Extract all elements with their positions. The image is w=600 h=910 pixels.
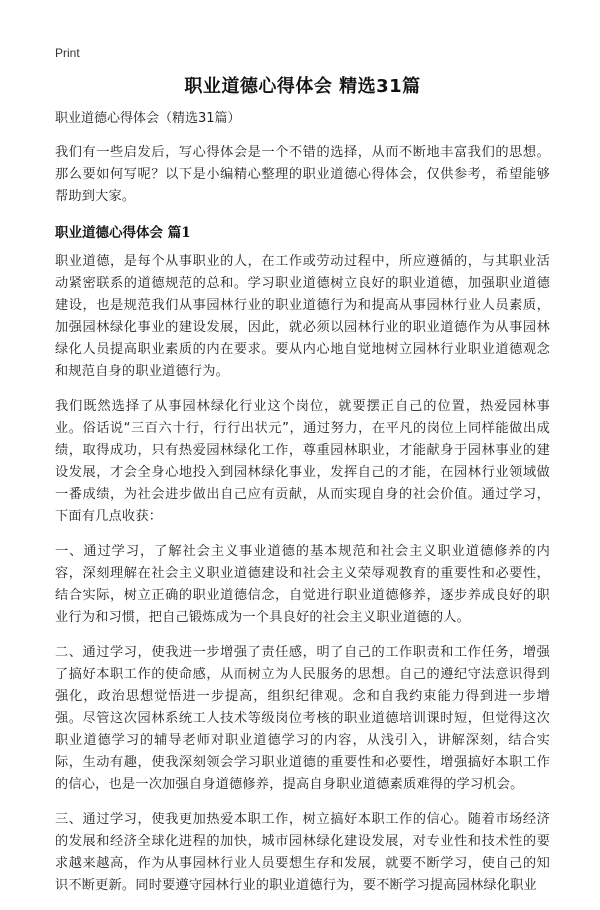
section-heading: 职业道德心得体会 篇1 — [55, 225, 191, 241]
article — [55, 72, 550, 910]
body-paragraph: 二、通过学习，使我进一步增强了责任感，明了自己的工作职责和工作任务，增强了搞好本职工作的使命感，从而树立为人民服务的思想。自己的遵纪守法意识得到强化，政治思想觉悟进一步提高，组织纪律观。念和自我约束能力得到进一步增强。尽管这次园林系统工人技术等级岗位考核的职业道德培训课时短，但觉得这次职业道德学习的辅导老师对职业道德学习的内容，从浅引入，讲解深刻，结合实际，生动有趣，使我深刻领会学习职业道德的重要性和必要性，增强搞好本职工作的信心，也是一次加强自身道德修养，提高自身职业道德素质难得的学习机会。 — [55, 645, 550, 792]
print-link[interactable]: Print — [55, 46, 80, 60]
body-paragraph: 我们既然选择了从事园林绿化行业这个岗位，就要摆正自己的位置，热爱园林事业。俗话说“三百六十行，行行出状元”，通过努力，在平凡的岗位上同样能做出成绩，取得成功，只有热爱园林绿化工作，尊重园林职业，才能献身于园林事业的建设发展，才会全身心地投入到园林绿化事业，发挥自己的才能，在园林行业领域做一番成绩，为社会进步做出自己应有贡献，从而实现自身的社会价值。通过学习，下面有几点收获： — [55, 399, 550, 524]
intro-paragraph: 我们有一些启发后，写心得体会是一个不错的选择，从而不断地丰富我们的思想。那么要如何写呢？以下是小编精心整理的职业道德心得体会，仅供参考，希望能够帮助到大家。 — [55, 145, 550, 204]
body-paragraph: 职业道德，是每个从事职业的人，在工作或劳动过程中，所应遵循的，与其职业活动紧密联系的道德规范的总和。学习职业道德树立良好的职业道德，加强职业道德建设，也是规范我们从事园林行业的职业道德行为和提高从事园林行业人员素质，加强园林绿化事业的建设发展，因此，就必须以园林行业的职业道德作为从事园林绿化人员提高职业素质的内在要求。要从内心地自觉地树立园林行业职业道德观念和规范自身的职业道德行为。 — [55, 254, 550, 379]
page-title: 职业道德心得体会 精选31篇 — [184, 76, 421, 97]
article-subtitle: 职业道德心得体会（精选31篇） — [55, 111, 241, 126]
body-paragraph: 一、通过学习，了解社会主义事业道德的基本规范和社会主义职业道德修养的内容，深刻理解在社会主义职业道德建设和社会主义荣辱观教育的重要性和必要性，结合实际，树立正确的职业道德信念，自觉进行职业道德修养，逐步养成良好的职业行为和习惯，把自己锻炼成为一个具良好的社会主义职业道德的人。 — [55, 544, 550, 625]
body-paragraph: 三、通过学习，使我更加热爱本职工作，树立搞好本职工作的信心。随着市场经济的发展和经济全球化进程的加快，城市园林绿化建设发展，对专业性和技术性的要求越来越高，作为从事园林行业人员要想生存和发展，就要不断学习，使自己的知识不断更新。同时要遵守园林行业的职业道德行为，要不断学习提高园林绿化职业 — [55, 812, 550, 893]
